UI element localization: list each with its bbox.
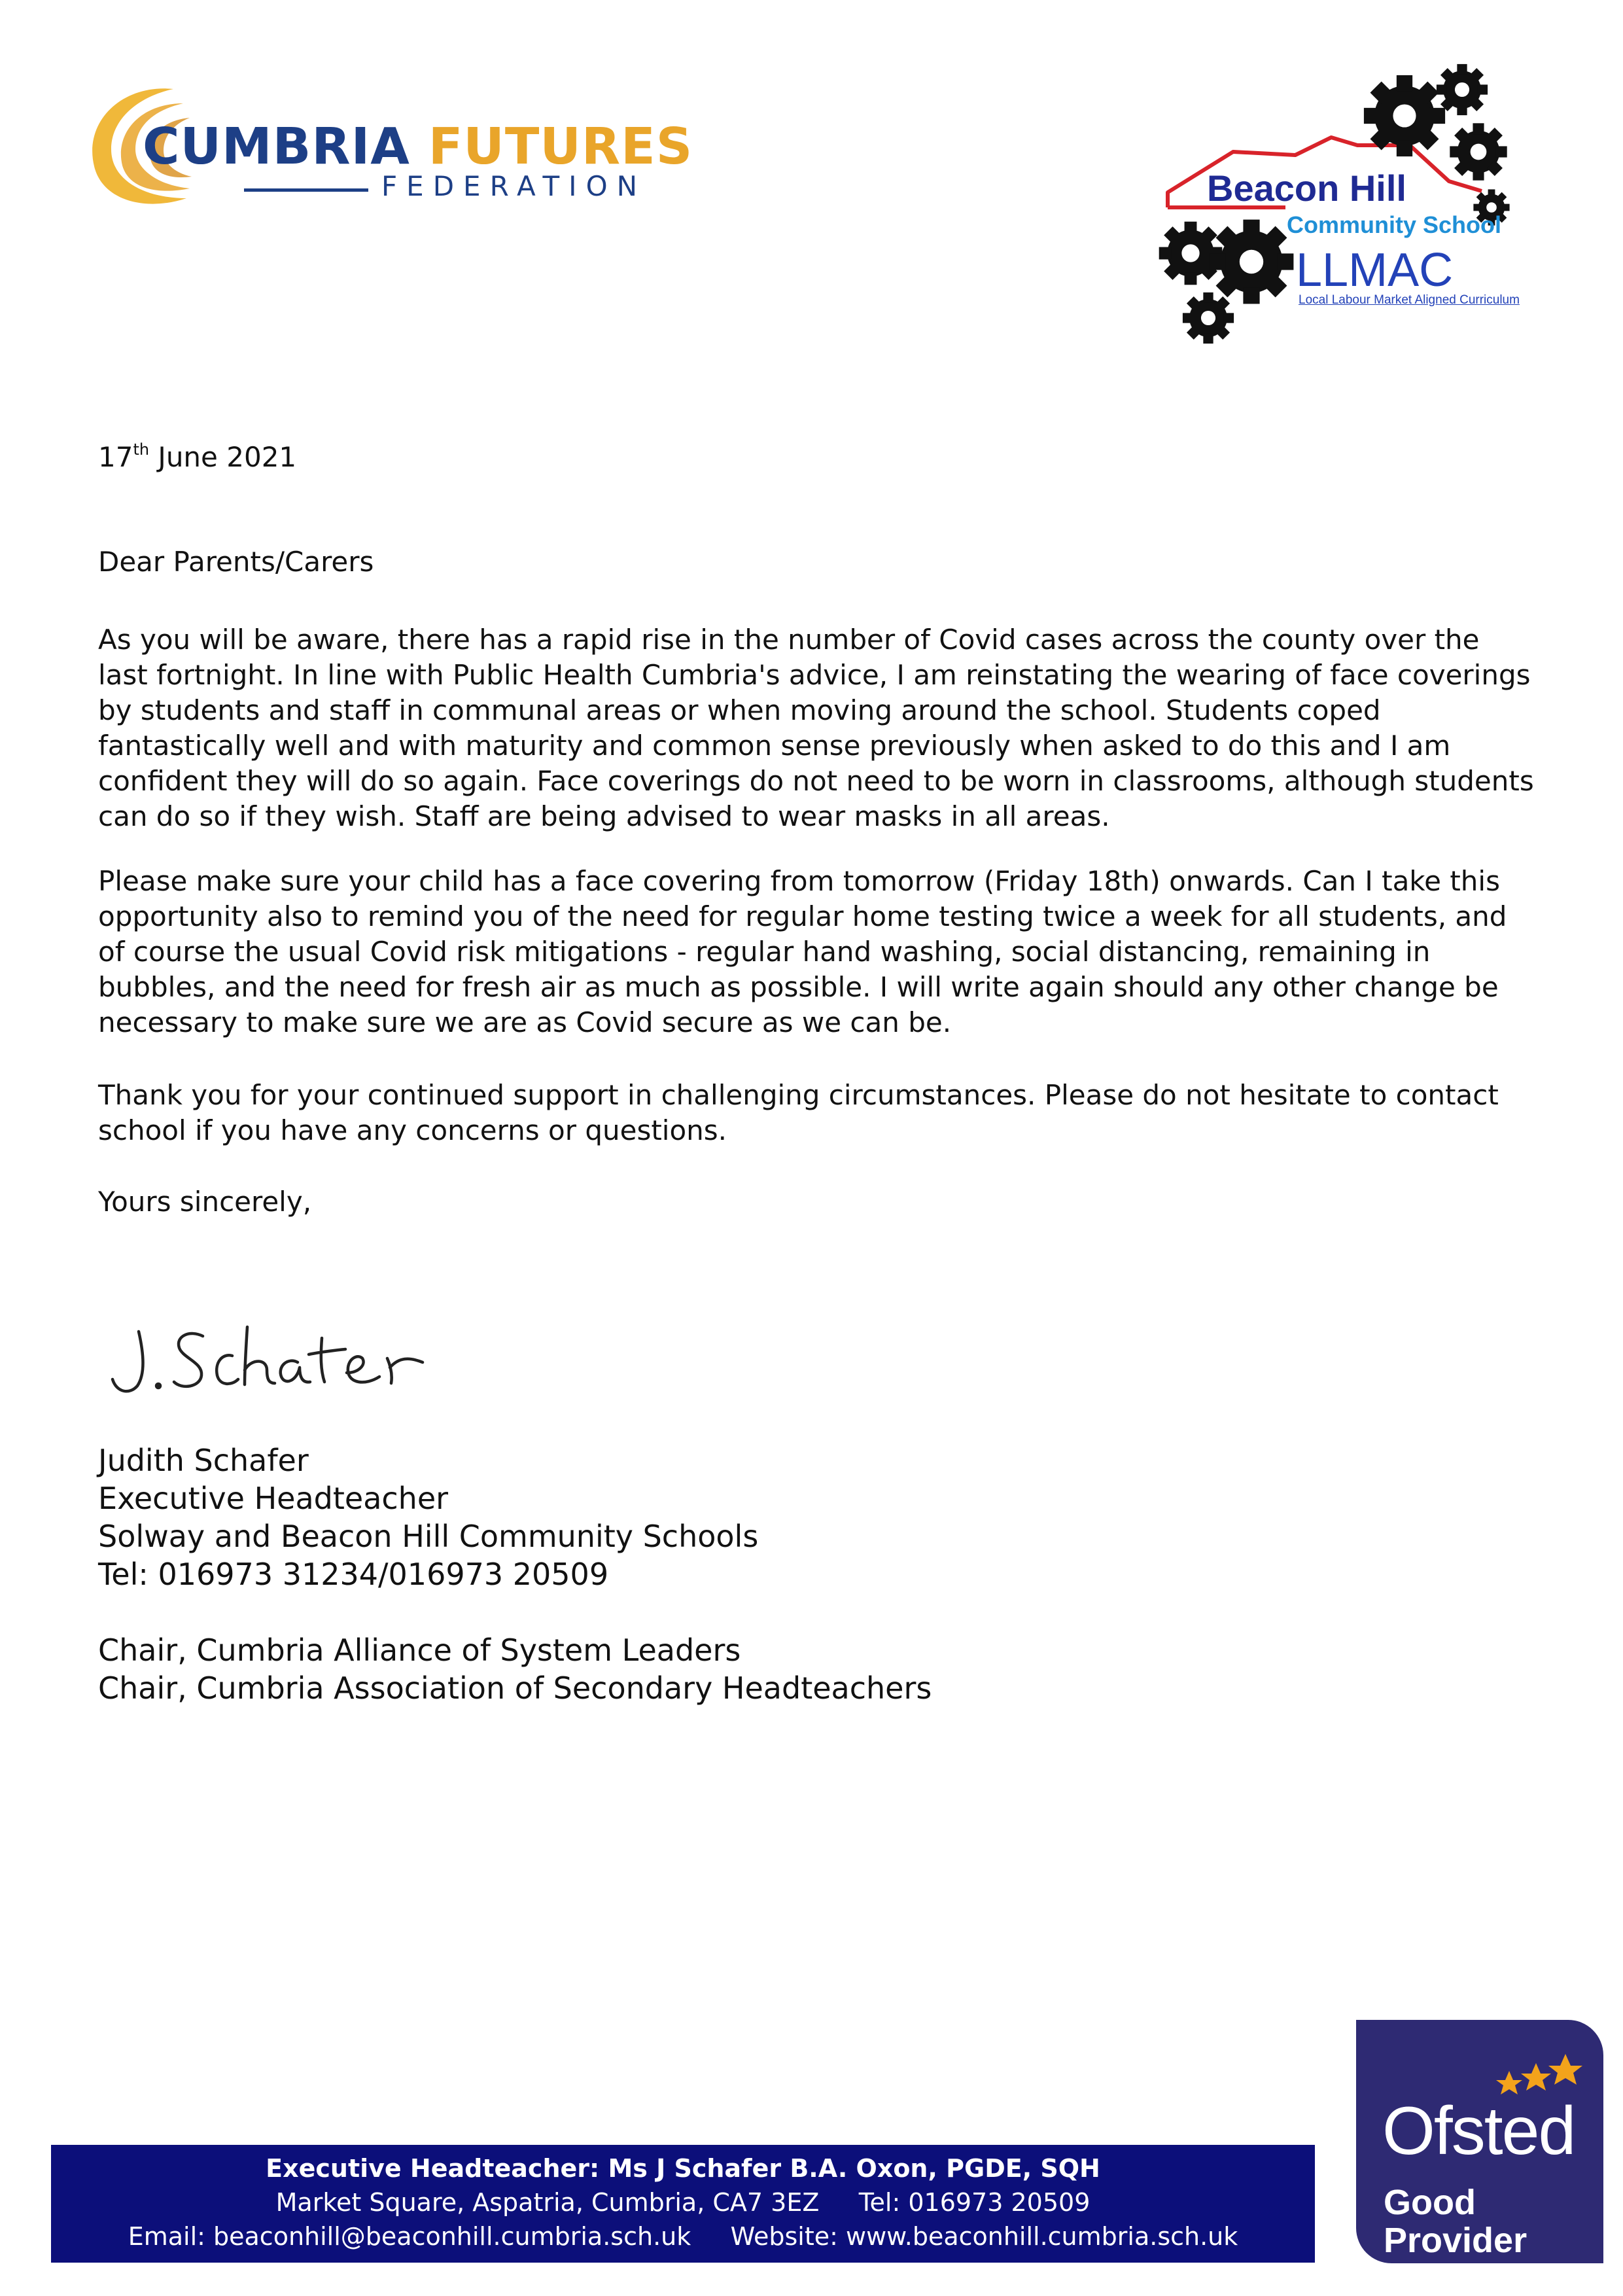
ofsted-name: Ofsted [1382,2093,1575,2169]
signatory-schools: Solway and Beacon Hill Community Schools [98,1519,759,1554]
ofsted-badge [1356,2020,1603,2263]
cumbria-futures-title: CUMBRIA FUTURES [143,118,693,176]
signatory-role: Executive Headteacher [98,1481,449,1516]
body-paragraph: As you will be aware, there has a rapid rise in the number of Covid cases across the county over the last fortnight. In line with Public Health Cumbria's advice, I am reinstating the wearing of face coverings by students and staff in communal areas or when moving around the school. Students coped fantastically well and with maturity and common sense previously when asked to do this and I am confident they will do so again. Face coverings do not need to be worn in classrooms, although students can do so if they wish. Staff are being advised to wear masks in all areas. [98,624,1534,832]
letter-date: 17th June 2021 [98,440,297,473]
llmac-label: LLMAC [1296,244,1454,296]
closing: Yours sincerely, [98,1186,312,1218]
signatory-chair-2: Chair, Cumbria Association of Secondary Headteachers [98,1670,932,1706]
logo-rule [244,188,368,192]
federation-subtitle: FEDERATION [381,170,647,202]
llmac-subtitle: Local Labour Market Aligned Curriculum [1299,293,1520,307]
handwritten-signature [98,1302,464,1420]
signatory-name: Judith Schafer [98,1443,309,1478]
footer-contact: Email: beaconhill@beaconhill.cumbria.sch.uk Website: www.beaconhill.cumbria.sch.uk [128,2222,1238,2251]
body-paragraph: Please make sure your child has a face covering from tomorrow (Friday 18th) onwards. Can I take this opportunity also to remind you of the need for regular home testing twice a week for all students, and of course the usual Covid risk mitigations - regular hand washing, social distancing, remaining in bubbles, and the need for fresh air as much as possible. I will write again should any other change be necessary to make sure we are as Covid secure as we can be. [98,865,1507,1038]
signatory-tel: Tel: 016973 31234/016973 20509 [98,1557,609,1592]
cumbria-futures-logo [75,77,693,215]
community-school-label: Community School [1287,211,1502,238]
body-paragraph: Thank you for your continued support in challenging circumstances. Please do not hesitate to contact school if you have any concerns or questions. [98,1079,1499,1146]
footer-bar [51,2145,1315,2263]
footer-address: Market Square, Aspatria, Cumbria, CA7 3EZ Tel: 016973 20509 [275,2188,1091,2217]
footer-headteacher: Executive Headteacher: Ms J Schafer B.A. Oxon, PGDE, SQH [266,2154,1100,2183]
beacon-hill-name: Beacon Hill [1207,168,1406,209]
beacon-hill-logo [1135,54,1554,355]
salutation: Dear Parents/Carers [98,546,374,578]
ofsted-grade: Good Provider [1384,2183,1527,2260]
signatory-chair-1: Chair, Cumbria Alliance of System Leaders [98,1633,741,1668]
